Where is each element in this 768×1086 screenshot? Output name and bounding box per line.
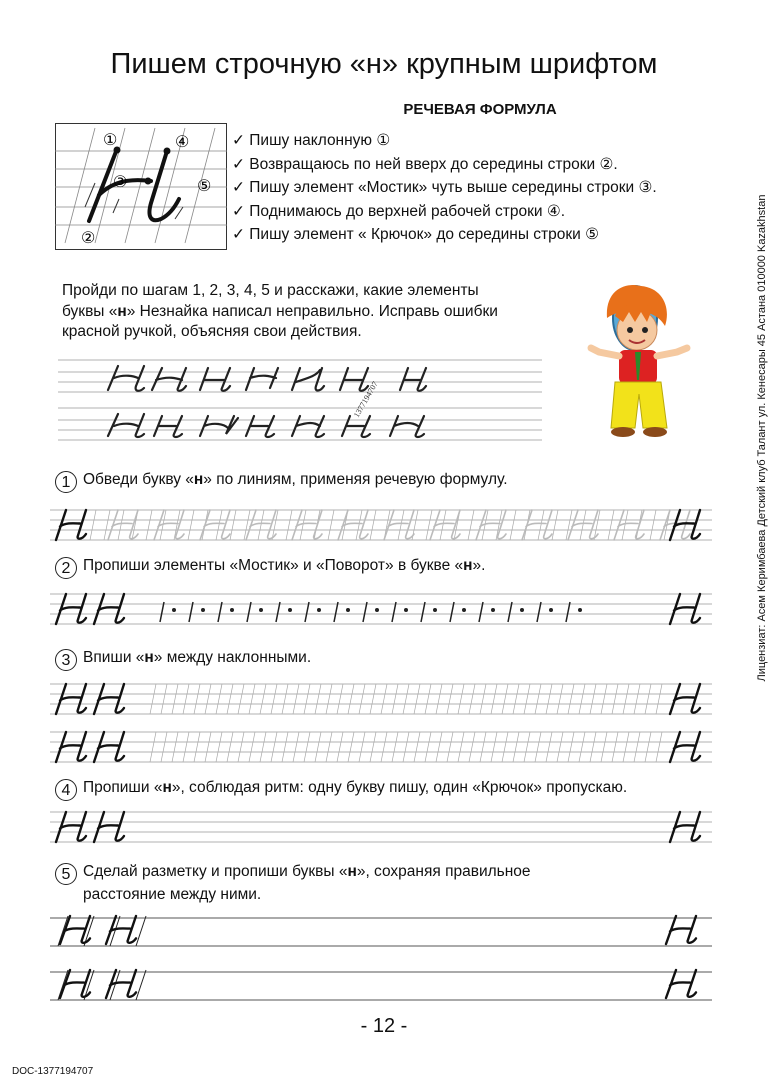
intro-line: красной ручкой, объясняя свои действия. [62,323,362,340]
formula-step: ✓ Пишу наклонную ① [232,132,391,149]
neznayka-writing-lines [58,356,548,446]
letter-diagram [55,123,227,250]
page-title: Пишем строчную «н» крупным шрифтом [110,48,658,80]
task-3: 3 Впиши «н» между наклонными. [55,648,311,671]
task-4: 4 Пропиши «н», соблюдая ритм: одну букву пишу, один «Крючок» пропускаю. [55,778,627,801]
task-3-lines [50,680,720,772]
task-5: 5 Сделай разметку и пропиши буквы «н», сохраняя правильное расстояние между ними. [55,862,531,905]
task-1-lines [50,506,720,544]
task-4-lines [50,808,720,846]
task-2: 2 Пропиши элементы «Мостик» и «Поворот» в букве «н». [55,556,485,579]
formula-step: ✓ Возвращаюсь по ней вверх до середины строки ②. [232,155,618,173]
task-1: 1 Обведи букву «н» по линиям, применяя речевую формулу. [55,470,508,493]
formula-heading: РЕЧЕВАЯ ФОРМУЛА [403,101,557,118]
diagram-marker-4: ④ [175,134,190,151]
task-2-lines [50,590,720,628]
doc-code: DOC-1377194707 [12,1066,94,1077]
diagram-marker-3: ③ [113,174,128,191]
task-number: 3 [55,649,77,671]
intro-text [62,281,562,343]
watermark: 1377194707 [351,379,380,419]
task-5-lines [50,910,720,1010]
license-text: Лицензиат: Асем Керимбаева Детский клуб Талант ул. Кенесары 45 Астана 010000 Kazakhstan [756,194,768,682]
intro-line: буквы «н» Незнайка написал неправильно. Исправь ошибки [62,302,498,320]
page-number: - 12 - [360,1015,408,1037]
formula-step: ✓ Пишу элемент «Мостик» чуть выше середины строки ③. [232,179,657,196]
task-number: 1 [55,471,77,493]
intro-line: Пройди по шагам 1, 2, 3, 4, 5 и расскажи, какие элементы [62,282,479,299]
formula-step: ✓ Пишу элемент « Крючок» до середины строки ⑤ [232,226,600,243]
diagram-marker-2: ② [81,230,96,247]
formula-steps [232,129,732,247]
diagram-marker-1: ① [103,132,118,149]
diagram-marker-5: ⑤ [197,178,212,195]
task-number: 2 [55,557,77,579]
neznayka-illustration [585,278,695,443]
formula-step: ✓ Поднимаюсь до верхней рабочей строки ④. [232,202,566,220]
task-number: 5 [55,863,77,885]
task-number: 4 [55,779,77,801]
